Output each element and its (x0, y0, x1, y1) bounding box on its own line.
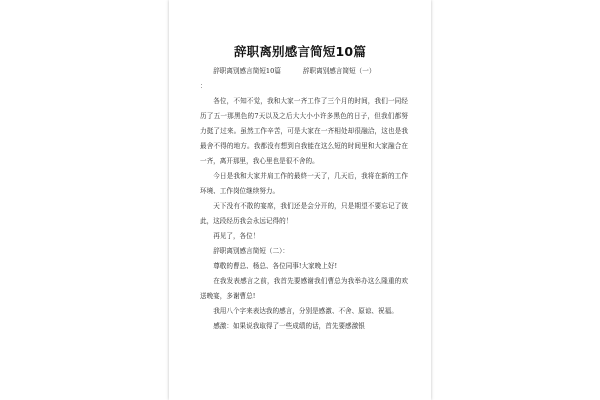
paragraph: 今日是我和大家并肩工作的最終一天了，几天后，我将在新的工作环境、工作岗位继续努力。 (200, 172, 408, 195)
document-body (200, 64, 408, 334)
paragraph: 各位，不知不觉，我和大家一齐工作了三个月的时间，我们一同经历了五一那黑色的7天以及之后大大小小许多黑色的日子，但我们都努力挺了过来。虽然工作辛苦，可是大家在一齐相处却很融洽，这也是我最舍不得的地方。我都没有想到自我能在这么短的时间里和大家融合在一齐，离开那里，我心里也是很不舍的。 (200, 97, 408, 165)
subheading-right: 辞职离别感言简短（一） (302, 67, 376, 75)
subheading-left: 辞职离别感言简短10篇 (213, 67, 281, 75)
section-heading: 辞职离别感言简短（二）： (213, 247, 290, 255)
subheading-gap (281, 64, 303, 79)
document-page (169, 0, 431, 400)
paragraph: 在我发表感言之前，我首先要感谢我们曹总为我举办这么隆重的欢送晚宴，多谢曹总! (200, 277, 408, 300)
subheading (200, 64, 408, 79)
paragraph: 感激：如果说我取得了一些成绩的话，首先要感激银 (213, 322, 365, 330)
paragraph: 天下没有不散的宴席，我们还是会分开的，只是期望不要忘记了彼此，这段经历我会永远记得的！ (200, 202, 408, 225)
subheading-continuation: ： (200, 82, 207, 90)
paragraph: 尊敬的曹总、杨总、各位同事!大家晚上好! (213, 262, 338, 270)
document-title: 辞职离别感言简短10篇 (233, 44, 367, 59)
paragraph: 我用八个字来表达我的感言，分别是感激、不舍、原谅、祝福。 (213, 307, 398, 315)
paragraph: 再见了，各位！ (213, 232, 260, 240)
